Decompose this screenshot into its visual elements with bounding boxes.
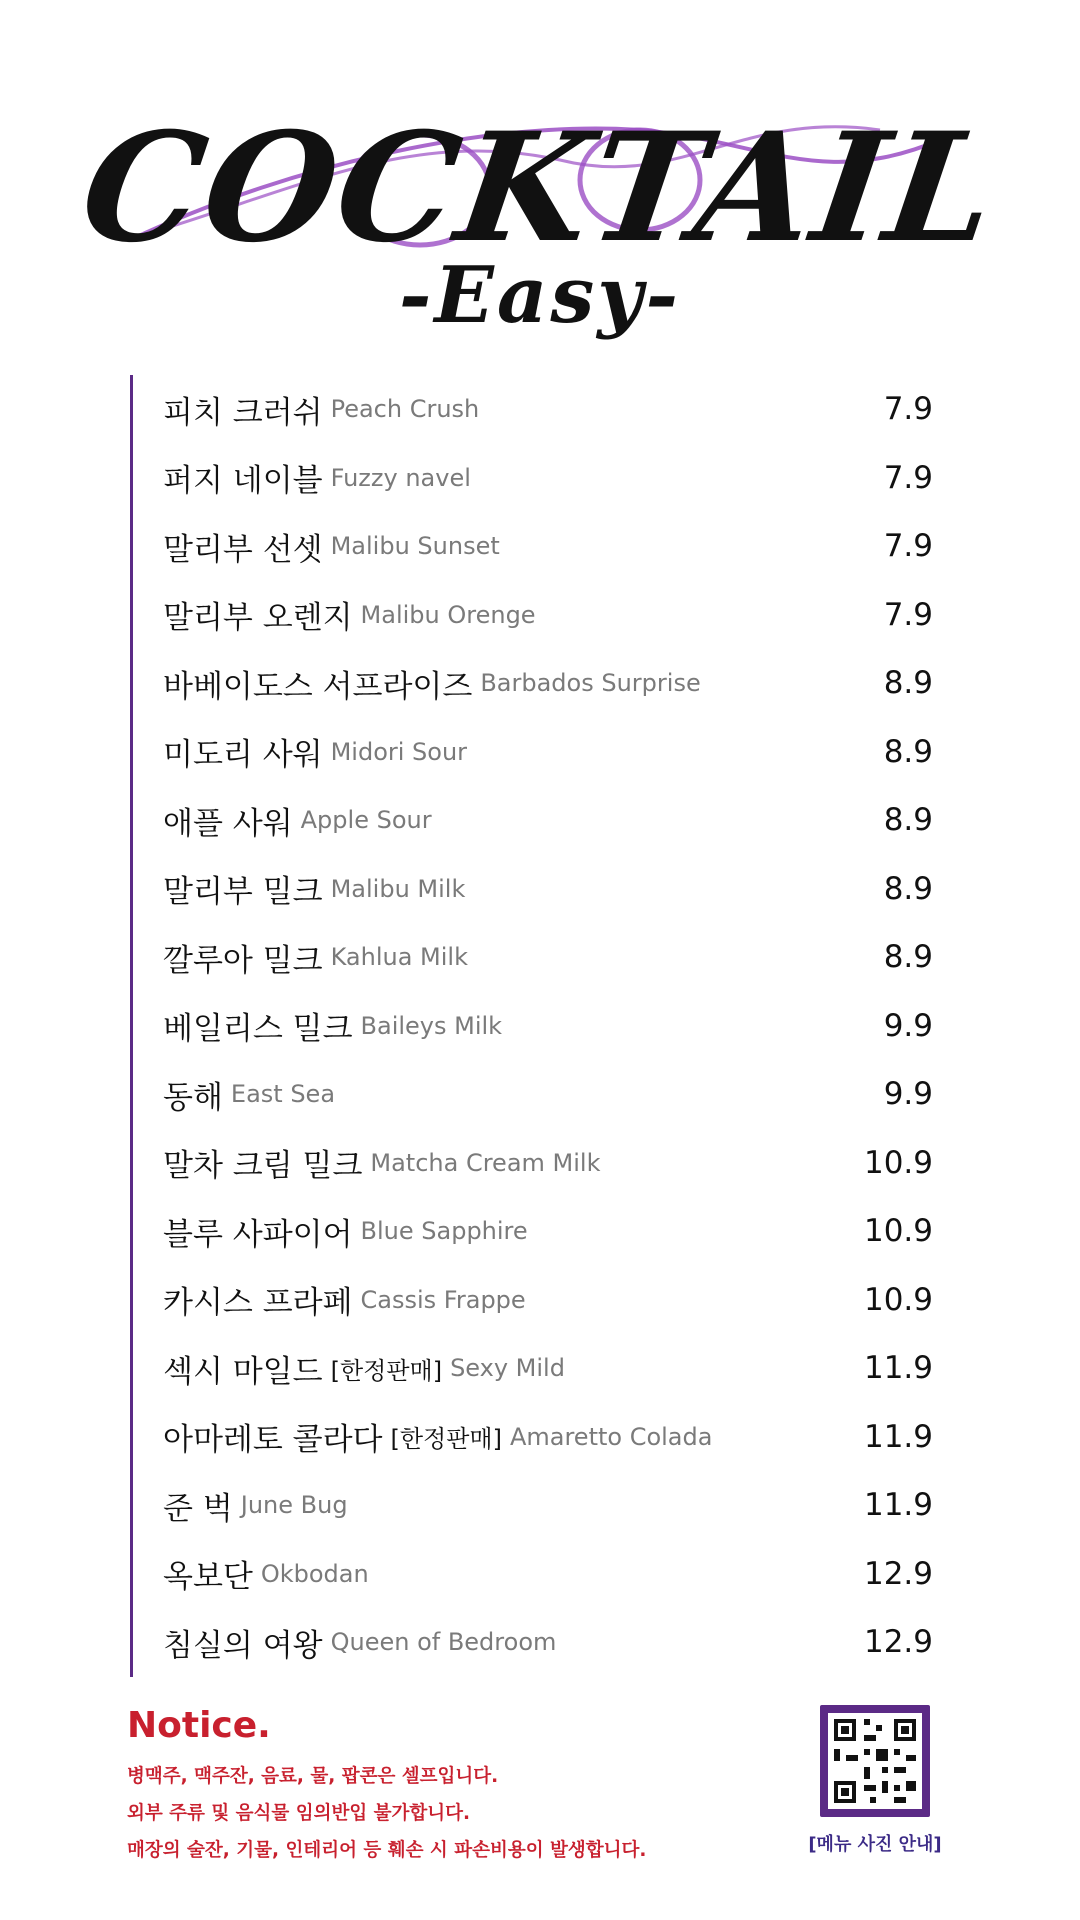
menu-item <box>133 923 933 992</box>
menu-list <box>130 375 933 1677</box>
menu-item-price: 11.9 <box>863 1418 933 1455</box>
menu-item-english-name: Malibu Sunset <box>330 532 500 561</box>
menu-item-price: 12.9 <box>863 1555 933 1592</box>
menu-item-price: 8.9 <box>883 733 933 770</box>
menu-item-english-name: Blue Sapphire <box>360 1217 528 1246</box>
menu-item <box>133 786 933 855</box>
menu-item-english-name: Peach Crush <box>330 395 480 424</box>
menu-item-english-name: Apple Sour <box>300 806 432 835</box>
menu-item-price: 11.9 <box>863 1350 933 1387</box>
menu-item-korean-name: 미도리 사워 <box>163 737 323 774</box>
menu-item-price: 7.9 <box>883 391 933 428</box>
menu-item-english-name: Cassis Frappe <box>360 1285 526 1314</box>
menu-item <box>133 1197 933 1266</box>
menu-item-price: 8.9 <box>883 870 933 907</box>
notice-line: 병맥주, 맥주잔, 음료, 물, 팝콘은 셀프입니다. <box>127 1766 499 1787</box>
menu-item <box>133 1471 933 1540</box>
qr-code-icon <box>820 1705 930 1817</box>
menu-item <box>133 375 933 444</box>
menu-item-price: 7.9 <box>883 596 933 633</box>
menu-item-price: 11.9 <box>863 1487 933 1524</box>
notice-title: Notice. <box>127 1705 271 1746</box>
menu-item <box>133 855 933 924</box>
menu-item-korean-name: 퍼지 네이블 <box>163 463 323 500</box>
menu-item-price: 12.9 <box>863 1624 933 1661</box>
menu-item-english-name: Okbodan <box>260 1559 369 1588</box>
title-block <box>0 90 1080 350</box>
menu-item-english-name: Midori Sour <box>330 737 468 766</box>
menu-item <box>133 1060 933 1129</box>
menu-item-price: 8.9 <box>883 665 933 702</box>
menu-item <box>133 581 933 650</box>
menu-item <box>133 718 933 787</box>
menu-item-price: 7.9 <box>883 459 933 496</box>
menu-item-korean-name: 말차 크림 밀크 <box>163 1148 363 1185</box>
menu-item-english-name: Matcha Cream Milk <box>370 1148 601 1177</box>
page-title: COCKTAIL <box>72 100 1008 276</box>
menu-item-english-name: Malibu Orenge <box>360 600 536 629</box>
menu-item <box>133 649 933 718</box>
notice-line: 외부 주류 및 음식물 임의반입 불가합니다. <box>127 1803 471 1824</box>
menu-item-korean-name: 침실의 여왕 <box>163 1627 323 1664</box>
menu-item-price: 10.9 <box>863 1213 933 1250</box>
header <box>0 0 1080 360</box>
menu-item-korean-name: 동해 <box>163 1079 223 1116</box>
menu-item-korean-name: 깔루아 밀크 <box>163 942 323 979</box>
menu-item-english-name: Fuzzy navel <box>330 463 471 492</box>
menu-item-korean-name: 카시스 프라페 <box>163 1285 353 1322</box>
menu-item-korean-name: 말리부 선셋 <box>163 531 323 568</box>
menu-item-english-name: Baileys Milk <box>360 1011 503 1040</box>
menu-item-korean-name: 말리부 밀크 <box>163 874 323 911</box>
menu-item-korean-name: 피치 크러쉬 <box>163 394 323 431</box>
menu-item <box>133 512 933 581</box>
menu-item-korean-name: 베일리스 밀크 <box>163 1011 353 1048</box>
menu-item <box>133 1540 933 1609</box>
menu-item-korean-name: 애플 사워 <box>163 805 293 842</box>
menu-item-english-name: East Sea <box>230 1080 336 1109</box>
menu-item <box>133 1129 933 1198</box>
menu-item-korean-name: 준 벅 <box>163 1490 233 1527</box>
menu-item-english-name: Kahlua Milk <box>330 943 468 972</box>
menu-item-english-name: Queen of Bedroom <box>330 1628 557 1657</box>
menu-item-price: 10.9 <box>863 1281 933 1318</box>
menu-item-price: 9.9 <box>883 1007 933 1044</box>
menu-item-english-name: Amaretto Colada <box>509 1422 713 1451</box>
menu-item <box>133 1403 933 1472</box>
menu-item-korean-name: 섹시 마일드 <box>163 1353 323 1390</box>
menu-item-korean-name: 아마레토 콜라다 <box>163 1422 383 1459</box>
menu-item-limited-tag: [한정판매] <box>390 1425 502 1454</box>
menu-item-english-name: Sexy Mild <box>450 1354 565 1383</box>
menu-item <box>133 1266 933 1335</box>
menu-item <box>133 444 933 513</box>
page-subtitle: -Easy- <box>399 250 681 341</box>
notice-line: 매장의 술잔, 기물, 인테리어 등 훼손 시 파손비용이 발생합니다. <box>127 1840 647 1861</box>
menu-item-price: 8.9 <box>883 939 933 976</box>
menu-item-korean-name: 블루 사파이어 <box>163 1216 353 1253</box>
menu-item-english-name: June Bug <box>240 1491 348 1520</box>
menu-item <box>133 1608 933 1677</box>
menu-item-price: 10.9 <box>863 1144 933 1181</box>
menu-item-korean-name: 옥보단 <box>163 1559 253 1596</box>
menu-item <box>133 1334 933 1403</box>
menu-item-price: 7.9 <box>883 528 933 565</box>
notice-section <box>127 1705 767 1869</box>
menu-item-price: 8.9 <box>883 802 933 839</box>
menu-item-limited-tag: [한정판매] <box>330 1356 443 1385</box>
qr-caption[interactable]: [메뉴 사진 안내] <box>808 1834 942 1855</box>
menu-item-english-name: Malibu Milk <box>330 874 466 903</box>
menu-item-english-name: Barbados Surprise <box>480 669 701 698</box>
menu-item-korean-name: 말리부 오렌지 <box>163 600 353 637</box>
qr-code[interactable] <box>820 1705 930 1817</box>
menu-item-price: 9.9 <box>883 1076 933 1113</box>
menu-item <box>133 992 933 1061</box>
menu-item-korean-name: 바베이도스 서프라이즈 <box>163 668 473 705</box>
